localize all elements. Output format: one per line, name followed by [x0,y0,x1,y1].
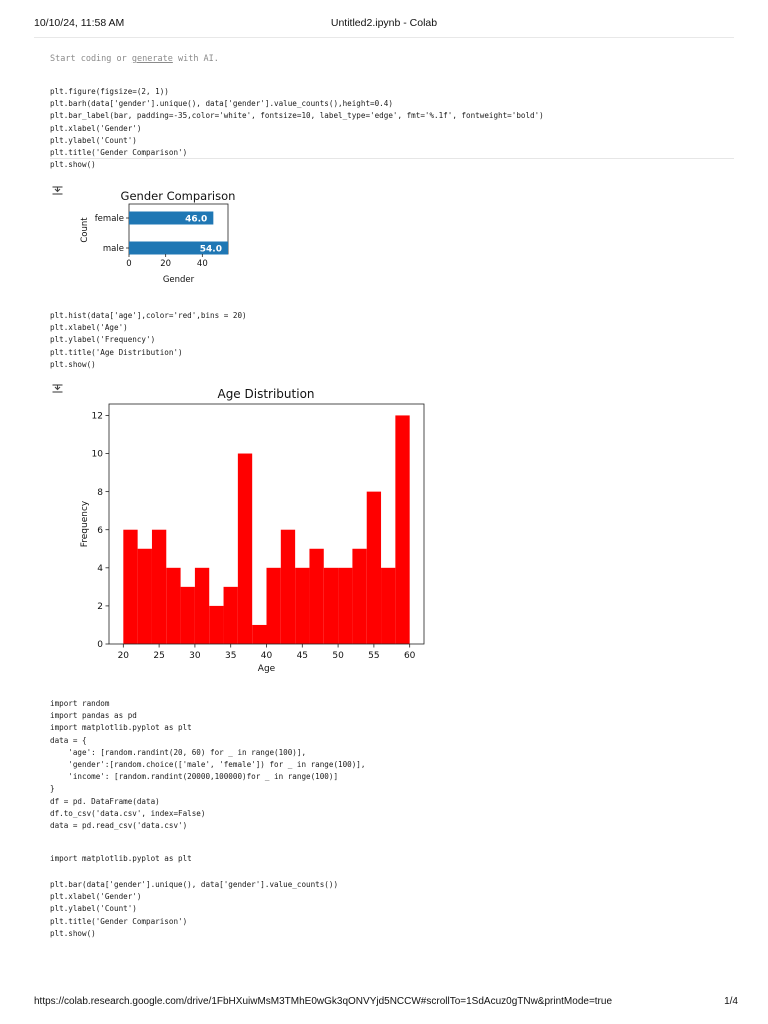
histogram-bar [324,568,338,644]
y-tick-label: 6 [97,525,103,536]
page-number: 1/4 [724,996,738,1007]
x-tick-label: 40 [196,259,208,269]
code-line: plt.show() [50,928,96,938]
x-tick-label: 40 [260,651,273,661]
code-line: plt.xlabel('Gender') [50,892,142,902]
code-line: plt.xlabel('Gender') [50,123,142,133]
code-line: plt.figure(figsize=(2, 1)) [50,87,169,96]
code-line: df = pd. DataFrame(data) [50,796,160,806]
print-header [0,14,768,34]
code-line: plt.ylabel('Count') [50,135,137,145]
code-line: plt.hist(data['age'],color='red',bins = 20) [50,311,247,320]
x-tick-label: 30 [189,651,201,661]
histogram-bar [181,587,195,644]
chart-title: Gender Comparison [120,189,236,203]
x-tick-label: 20 [117,651,130,661]
x-tick-label: 60 [403,651,416,661]
code-line: plt.show() [50,160,96,170]
code-cell-5[interactable] [50,879,338,940]
x-tick-label: 25 [153,651,165,661]
code-line: plt.ylabel('Count') [50,904,137,914]
code-line: plt.title('Age Distribution') [50,347,183,357]
code-line: plt.ylabel('Frequency') [50,335,156,345]
code-cell-4[interactable] [50,853,192,865]
y-tick-label: 10 [91,449,103,460]
code-cell-2[interactable] [50,310,247,371]
code-line: plt.xlabel('Age') [50,323,128,333]
x-tick-label: 55 [368,651,380,661]
histogram-bar [152,530,166,644]
histogram-bar [123,530,137,644]
histogram-bar [281,530,295,644]
code-line: plt.title('Gender Comparison') [50,147,188,157]
code-line: plt.title('Gender Comparison') [50,916,188,926]
footer-url: https://colab.research.google.com/drive/1FbHXuiwMsM3TMhE0wGk3qONVYjd5NCCW#scrollTo=1SdAcuz0gTNw&printMode=true [34,996,613,1007]
age-histogram-chart [70,384,440,680]
placeholder-prefix: Start coding or [50,54,132,64]
y-tick-label: male [102,244,124,254]
document-title: Untitled2.ipynb - Colab [330,17,438,29]
histogram-bar [395,415,409,644]
print-datetime: 10/10/24, 11:58 AM [34,17,125,29]
code-line: import matplotlib.pyplot as plt [50,854,192,863]
histogram-bar [309,549,323,644]
histogram-bar [367,492,381,644]
output-toggle-icon[interactable] [51,184,64,197]
histogram-bar [195,568,209,644]
code-line: plt.show() [50,359,96,369]
code-line: data = { [50,735,87,745]
histogram-bar [252,625,266,644]
code-line: 'age': [random.randint(20, 60) for _ in range(100)], [50,747,307,757]
y-tick-label: 12 [91,411,103,422]
histogram-bar [352,549,366,644]
x-tick-label: 45 [296,651,309,661]
header-divider [34,37,734,38]
y-tick-label: female [94,214,124,224]
histogram-bar [166,568,180,644]
print-footer [0,996,768,1012]
histogram-bar [295,568,309,644]
code-line: } [50,784,55,794]
code-line: plt.bar(data['gender'].unique(), data['gender'].value_counts()) [50,880,339,889]
empty-cell-placeholder[interactable] [50,54,219,64]
code-line: plt.barh(data['gender'].unique(), data['gender'].value_counts(),height=0.4) [50,99,393,109]
y-tick-label: 8 [97,487,103,498]
chart-title: Age Distribution [217,387,315,401]
x-axis-label: Age [257,664,276,674]
histogram-bar [338,568,352,644]
code-line: import random [50,699,110,708]
y-tick-label: 0 [97,640,103,651]
x-tick-label: 35 [224,651,237,661]
x-tick-label: 50 [332,651,344,661]
x-tick-label: 20 [160,259,172,269]
code-cell-3[interactable] [50,698,365,832]
generate-link[interactable]: generate [131,54,173,64]
histogram-bar [224,587,238,644]
code-line: data = pd.read_csv('data.csv') [50,820,188,830]
bar-data-label: 46.0 [185,214,208,225]
code-line: 'gender':[random.choice(['male', 'female']) for _ in range(100)], [50,759,366,769]
x-tick-label: 0 [126,259,132,269]
code-line: df.to_csv('data.csv', index=False) [50,808,206,818]
histogram-bar [209,606,223,644]
bar-data-label: 54.0 [199,244,222,255]
placeholder-suffix: with AI. [172,54,219,64]
output-toggle-icon[interactable] [51,382,64,395]
y-tick-label: 2 [97,602,103,613]
y-axis-label: Count [80,217,90,243]
code-line: import matplotlib.pyplot as plt [50,723,192,733]
histogram-bar [238,454,252,644]
y-axis-label: Frequency [80,500,90,548]
code-line: 'income': [random.randint(20000,100000)for _ in range(100)] [50,772,339,782]
histogram-bar [381,568,395,644]
cell-divider [50,158,734,159]
gender-bar-chart [70,184,250,288]
code-line: import pandas as pd [50,711,137,721]
histogram-bar [138,549,152,644]
x-axis-label: Gender [162,275,195,285]
histogram-bar [267,568,281,644]
code-line: plt.bar_label(bar, padding=-35,color='white', fontsize=10, label_type='edge', fmt='%.1f', fontweight='bold') [50,111,544,121]
y-tick-label: 4 [97,564,103,575]
